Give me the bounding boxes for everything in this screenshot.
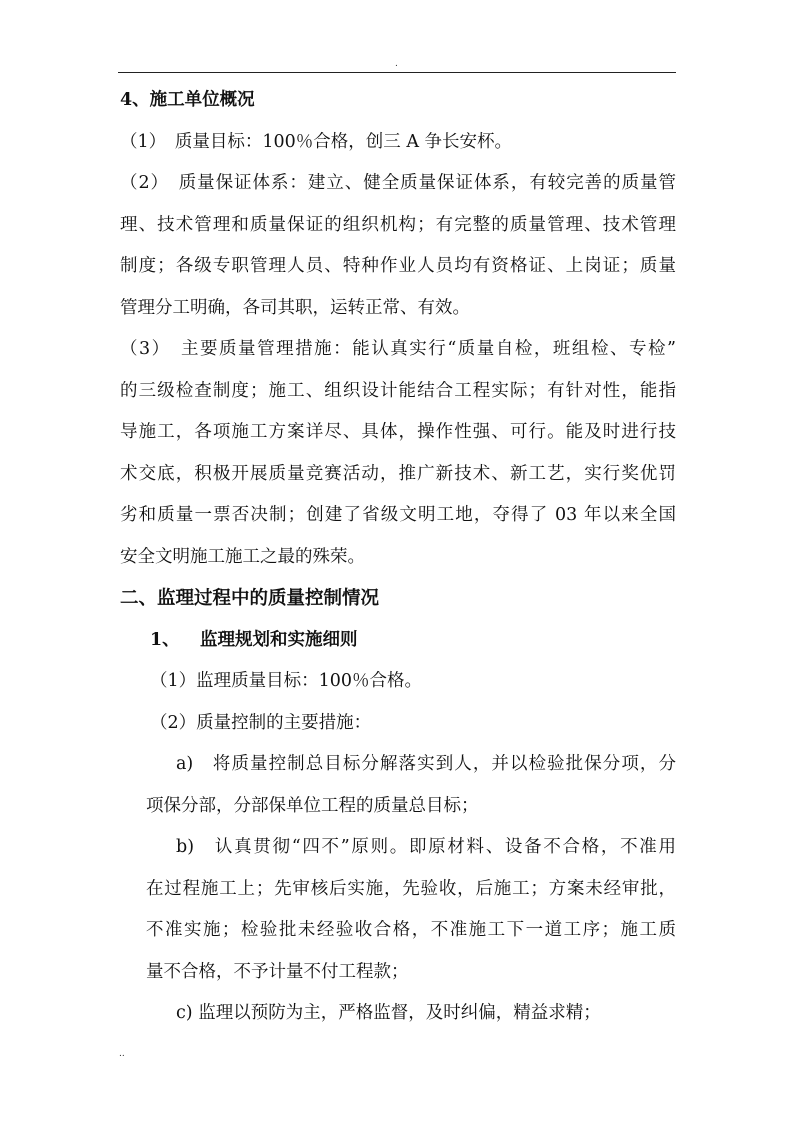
quality-measures-line-2: 的三级检查制度；施工、组织设计能结合工程实际；有针对性，能指 <box>120 380 676 401</box>
quality-measures-line-1: （3） 主要质量管理措施：能认真实行“质量自检，班组检、专检” <box>120 339 676 359</box>
section-2-heading: 二、监理过程中的质量控制情况 <box>120 588 380 609</box>
measure-b-line-4: 量不合格，不予计量不付工程款； <box>146 961 409 982</box>
quality-system-line-2: 理、技术管理和质量保证的组织机构；有完整的质量管理、技术管理 <box>120 214 676 235</box>
subsection-1-number: 1、 <box>150 629 180 650</box>
measure-b-line-2: 在过程施工上；先审核后实施，先验收，后施工；方案未经审批， <box>146 878 676 899</box>
quality-system-line-4: 管理分工明确，各司其职，运转正常、有效。 <box>120 297 470 318</box>
header-rule <box>118 72 676 73</box>
subsection-1-heading <box>120 620 676 662</box>
header-mark: . <box>395 59 398 69</box>
measure-a-line-2: 项保分部，分部保单位工程的质量总目标； <box>146 795 479 816</box>
quality-system-line-3: 制度；各级专职管理人员、特种作业人员均有资格证、上岗证；质量 <box>120 256 676 276</box>
subsection-1-title: 监理规划和实施细则 <box>200 629 358 650</box>
measure-c-line-1: c) 监理以预防为主，严格监督，及时纠偏，精益求精； <box>176 1003 601 1023</box>
quality-measures-line-6: 安全文明施工施工之最的殊荣。 <box>120 546 365 567</box>
control-measures-item: （2）质量控制的主要措施： <box>150 712 372 733</box>
quality-goal-line: （1） 质量目标：100％合格，创三 A 争长安杯。 <box>120 131 513 152</box>
quality-measures-line-5: 劣和质量一票否决制；创建了省级文明工地，夺得了 03 年以来全国 <box>120 505 676 525</box>
quality-measures-line-3: 导施工，各项施工方案详尽、具体，操作性强、可行。能及时进行技 <box>120 422 676 442</box>
footer-mark: .. <box>119 1049 125 1059</box>
document-body <box>120 80 676 1035</box>
unit-overview-heading: 4、施工单位概况 <box>120 90 255 110</box>
measure-b-line-1: b) 认真贯彻“四不”原则。即原材料、设备不合格，不准用 <box>176 837 676 857</box>
supervision-goal-item: （1）监理质量目标：100％合格。 <box>150 671 423 691</box>
quality-system-line-1: （2） 质量保证体系：建立、健全质量保证体系，有较完善的质量管 <box>120 173 676 193</box>
measure-b-line-3: 不准实施；检验批未经验收合格，不准施工下一道工序；施工质 <box>146 920 676 940</box>
measure-a-line-1: a) 将质量控制总目标分解落实到人，并以检验批保分项，分 <box>176 754 676 774</box>
quality-measures-line-4: 术交底，积极开展质量竞赛活动，推广新技术、新工艺，实行奖优罚 <box>120 463 676 484</box>
